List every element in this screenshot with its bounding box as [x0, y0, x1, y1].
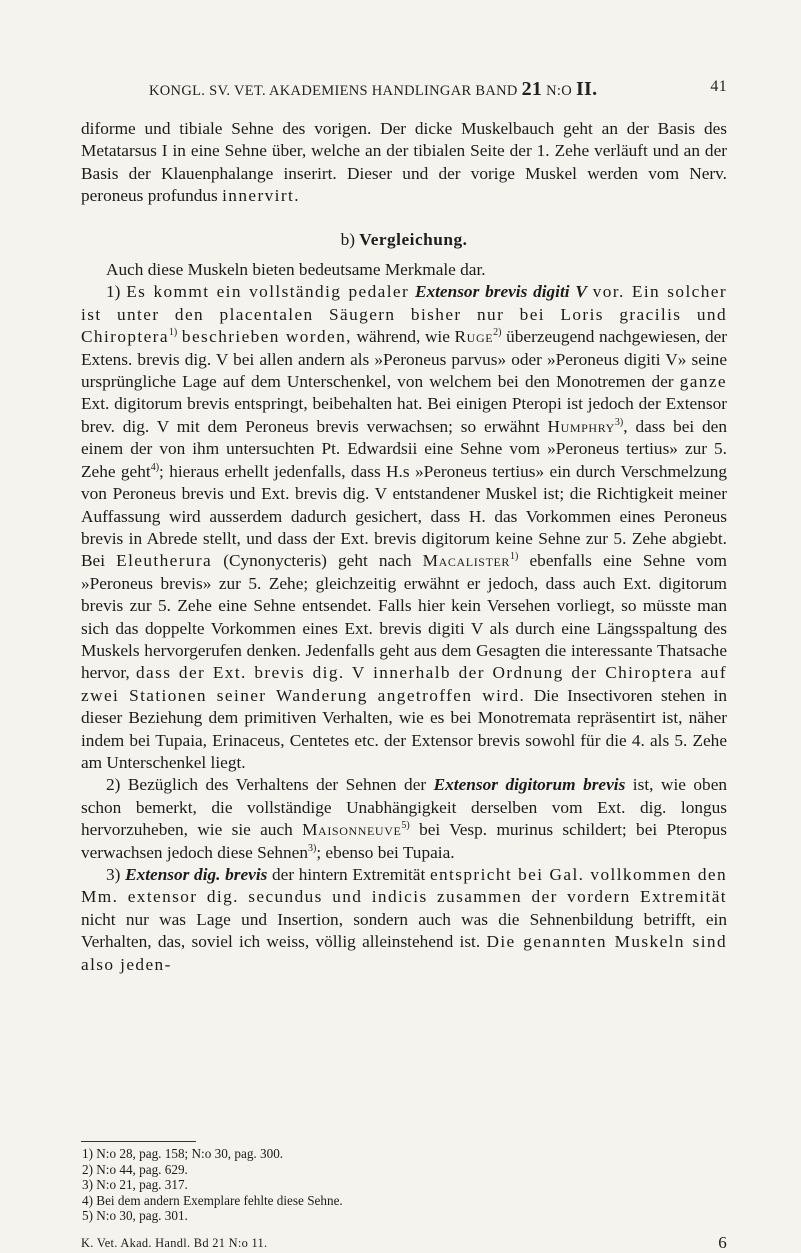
band-number: 21 — [521, 78, 543, 100]
footnote: 5) N:o 30, pag. 301. — [82, 1208, 188, 1224]
paragraph-intro: Auch diese Muskeln bieten bedeutsame Merkmale dar. — [106, 260, 486, 280]
issue-number: II. — [575, 78, 598, 100]
paragraph-point-1: 1) Es kommt ein vollständig pedaler Extensor brevis digiti V vor. Ein solcher ist unter den placentalen Säugern bisher nur bei Loris gracilis und Chiroptera$^{1)}$ beschrieben worden, während, wie Ruge$^{2)}$ überzeugend nachgewiesen, der Extens. brevis dig. V bei allen andern als »Peroneus parvus» oder »Peroneus digiti V» seine ursprüngliche Lage auf dem Unterschenkel, von welchem bei den Monotremen der ganze Ext. digitorum brevis entspringt, beibehalten hat. Bei einigen Pteropi ist jedoch der Extensor brev. dig. V mit dem Peroneus brevis verwachsen; so erwähnt Humphry$^{3)}$, dass bei den einem der von ihm untersuchten Pt. Edwardsii eine Sehne vom »Peroneus tertius» zur 5. Zehe geht$^{4)}$; hieraus erhellt jedenfalls, dass H.s »Peroneus tertius» ein durch Verschmelzung von Peroneus brevis und Ext. brevis dig. V entstandener Muskel ist; die Richtigkeit meiner Auffassung wird ausserdem dadurch gesichert, dass H. das Vorkommen eines Peroneus brevis in Abrede stellt, und dass der Ext. brevis digitorum keine Sehne zur 5. Zehe abgiebt. Bei Eleutherura (Cynonycteris) geht nach Macalister$^{1)}$ ebenfalls eine Sehne vom »Peroneus brevis» zur 5. Zehe; gleichzeitig erwähnt er jedoch, dass auch Ext. digitorum brevis zur 5. Zehe eine Sehne entsendet. Falls hier kein Versehen vorliegt, so müsste man sich das doppelte Vorkommen eines Ext. brevis digiti V als durch eine Längsspaltung des Muskels hervorgerufen denken. Jedenfalls geht aus dem Gesagten die interessante Thatsache hervor, dass der Ext. brevis dig. V innerhalb der Ordnung der Chiroptera auf zwei Stationen seiner Wanderung angetroffen wird. Die Insectivoren stehen in dieser Beziehung dem primitiven Verhalten, wie es bei Monotremata repräsentirt ist, näher indem bei Tupaia, Erinaceus, Centetes etc. der Extensor brevis sowohl für die 4. als 5. Zehe am Unterschenkel liegt. — [81, 282, 728, 772]
section-heading: b) Vergleichung. — [340, 229, 468, 249]
footnote: 2) N:o 44, pag. 629. — [82, 1161, 188, 1177]
body-text — [81, 118, 727, 976]
footnote: 4) Bei dem andern Exemplare fehlte diese Sehne. — [82, 1192, 343, 1208]
footnote-rule — [81, 1141, 196, 1142]
paragraph-continuation: diforme und tibiale Sehne des vorigen. Der dicke Muskelbauch geht an der Basis des Metatarsus I in eine Sehne über, welche an der tibialen Seite der 1. Zehe verläuft und an der Basis der Klauenphalange inserirt. Dieser und der vorige Muskel werden vom Nerv. peroneus profundus innervirt. — [81, 119, 727, 206]
page-number: 41 — [710, 78, 727, 95]
footnotes — [81, 1146, 727, 1224]
page-footer — [81, 1233, 727, 1252]
paragraph-point-2: 2) Bezüglich des Verhaltens der Sehnen der Extensor digitorum brevis ist, wie oben schon bemerkt, die vollständige Unabhängigkeit derselben vom Ext. dig. longus hervorzuheben, wie sie auch Maisonneuve$^{5)}$ bei Vesp. murinus schildert; bei Pteropus verwachsen jedoch diese Sehnen$^{3)}$; ebenso bei Tupaia. — [81, 775, 728, 862]
paragraph-point-3: 3) Extensor dig. brevis der hintern Extremität entspricht bei Gal. vollkommen den Mm. extensor dig. secundus und indicis zusammen der vordern Extremität nicht nur was Lage und Insertion, sondern auch was die Sehnenbildung betrifft, ein Verhalten, das, soviel ich weiss, völlig alleinstehend ist. Die genannten Muskeln sind also jeden- — [81, 865, 727, 974]
signature-mark: 6 — [718, 1233, 727, 1252]
journal-title: KONGL. SV. VET. AKADEMIENS HANDLINGAR BAND 21 N:O II. — [149, 78, 598, 100]
footnote: 1) N:o 28, pag. 158; N:o 30, pag. 300. — [82, 1146, 284, 1161]
footnote: 3) N:o 21, pag. 317. — [82, 1177, 188, 1193]
footer-citation: K. Vet. Akad. Handl. Bd 21 N:o 11. — [81, 1236, 268, 1250]
